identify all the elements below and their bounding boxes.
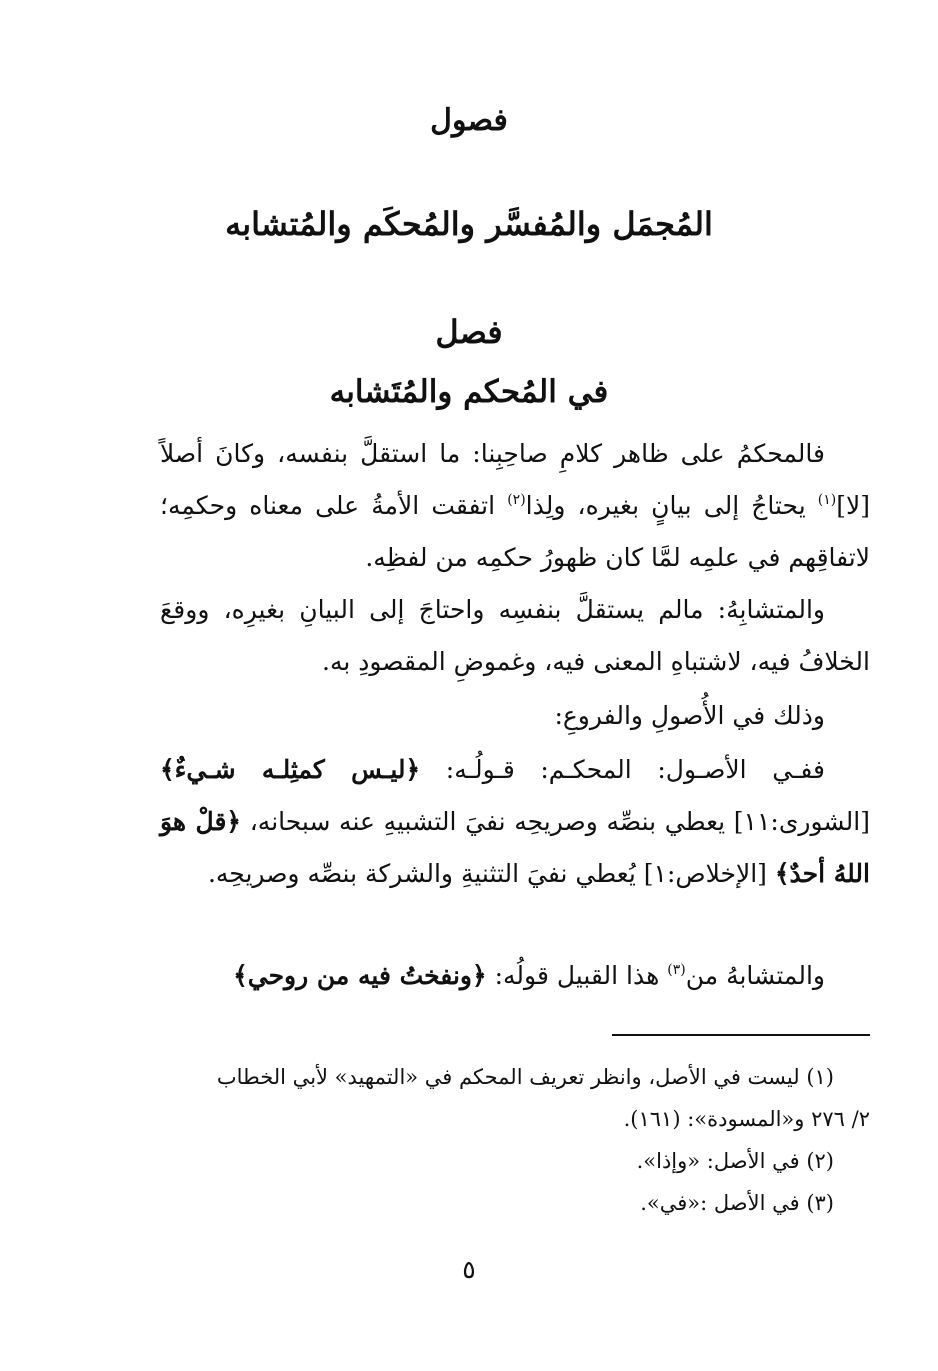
footnote-ref-3: (٣) [667,962,686,978]
quran-quote: ﴿ونفختُ فيه من روحي﴾ [233,961,487,990]
paragraph-usul-examples [160,744,870,900]
paragraph-text: يحتاجُ إلى بيانٍ بغيره، ولِذا [525,491,818,520]
paragraph-usul-furu: وذلك في الأُصولِ والفروعِ: [554,701,825,730]
paragraph-mutashabih-definition: والمتشابِهُ: مالم يستقلَّ بنفسِه واحتاجَ إلى البيانِ بغيرِه، ووقعَ الخلافُ فيه، لاشتباهِ المعنى فيه، وغموضِ المقصودِ به. [160,595,870,676]
footnote-2: (٢) في الأصل: «وإذا». [636,1149,834,1173]
footnote-ref-2: (٢) [507,492,526,508]
section-heading-fasl: فصل [435,313,503,351]
page-number: ٥ [462,1255,476,1284]
paragraph-text: [الإخلاص:١] يُعطي نفيَ التثنيةِ والشركة بنصِّه وصريحِه. [207,859,775,888]
quran-quote: ﴿قلْ هوَ اللهُ أحدٌ﴾ [160,807,870,888]
section-subtitle: في المُحكم والمُتَشابه [329,374,609,410]
footnote-divider [612,1034,870,1036]
section-heading-fusul: فصول [430,103,508,138]
paragraph-text: [الشورى:١١] يعطي بنصِّه وصريحِه نفيَ التشبيهِ عنه سبحانه، [241,807,870,836]
paragraph-muhkam-definition [160,428,870,584]
quran-quote: ﴿ليـس كمثِلـه شـيءٌ﴾ [160,755,421,784]
paragraph-text: والمتشابهُ من [685,961,825,990]
footnote-ref-1: (١) [817,492,837,508]
chapter-title: المُجمَل والمُفسَّر والمُحكَم والمُتشابه [225,205,713,243]
footnote-3: (٣) في الأصل :«في». [640,1191,834,1215]
footnote-1-continued: ٢/ ٢٧٦ و«المسودة»: (١٦١). [623,1107,870,1131]
paragraph-text: فالمحكمُ على ظاهر كلامِ صاحِبِنا: ما استقلَّ بنفسه، وكانَ أصلاً [لا] [160,439,870,520]
paragraph-text: ففـي الأصـول: المحكـم: قـولُـه: [420,755,825,784]
paragraph-mutashabih-example [160,950,870,1002]
footnotes [160,1056,870,1224]
footnote-1: (١) ليست في الأصل، وانظر تعريف المحكم في «التمهيد» لأبي الخطاب [216,1065,834,1089]
paragraph-text: اتفقت الأمةُ على معناه وحكمِه؛ لاتفاقِهم في علمِه لمَّا كان ظهورُ حكمِه من لفظِه. [160,491,870,572]
paragraph-text: هذا القبيل قولُه: [486,961,668,990]
